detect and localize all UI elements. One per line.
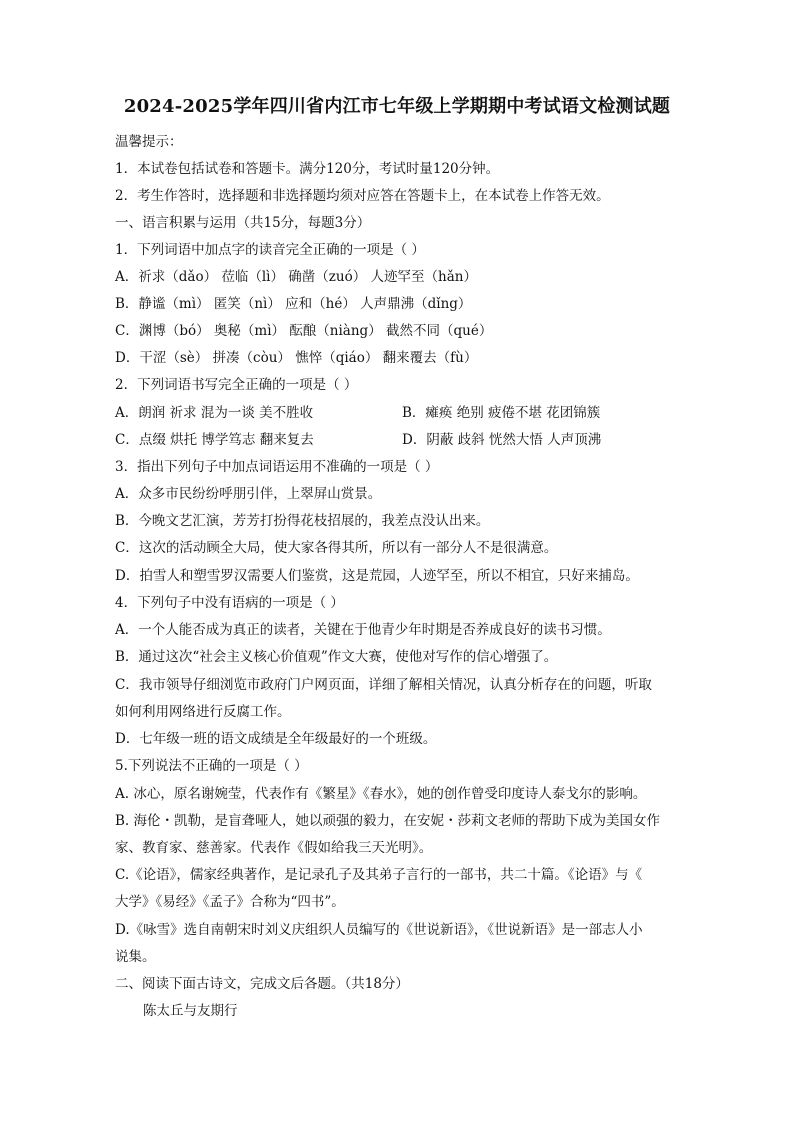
tips-label: 温馨提示： bbox=[115, 134, 183, 150]
question-stem: 4．下列句子中没有语病的一项是（ ） bbox=[115, 595, 344, 611]
section-heading: 二、阅读下面古诗文，完成文后各题。（共18分） bbox=[115, 976, 409, 992]
answer-option: D.《咏雪》选自南朝宋时刘义庆组织人员编写的《世说新语》，《世说新语》是一部志人小 bbox=[115, 922, 643, 938]
answer-option-continued: 家、教育家、慈善家。代表作《假如给我三天光明》。 bbox=[115, 840, 433, 856]
answer-option: B．瘫痪 绝别 疲倦不堪 花团锦簇 bbox=[402, 405, 601, 421]
tip-item: 1．本试卷包括试卷和答题卡。满分120分，考试时量120分钟。 bbox=[115, 161, 500, 177]
answer-option: B．今晚文艺汇演，芳芳打扮得花枝招展的，我差点没认出来。 bbox=[115, 513, 490, 529]
answer-option: B．通过这次“社会主义核心价值观”作文大赛，使他对写作的信心增强了。 bbox=[115, 649, 558, 665]
answer-option: A．一个人能否成为真正的读者，关键在于他青少年时期是否养成良好的读书习惯。 bbox=[115, 622, 611, 638]
answer-option-continued: 如何利用网络进行反腐工作。 bbox=[115, 704, 291, 720]
answer-option: C．渊博（bó） 奥秘（mì） 酝酿（niàng） 截然不同（qué） bbox=[115, 323, 493, 339]
question-stem: 2．下列词语书写完全正确的一项是（ ） bbox=[115, 377, 358, 393]
answer-option: C．这次的活动顾全大局，使大家各得其所，所以有一部分人不是很满意。 bbox=[115, 540, 558, 556]
answer-option: D．拍雪人和塑雪罗汉需要人们鉴赏，这是荒园，人迹罕至，所以不相宜，只好来捕岛。 bbox=[115, 568, 639, 584]
answer-option: C．点缀 烘托 博学笃志 翻来复去 bbox=[115, 432, 314, 448]
tip-item: 2．考生作答时，选择题和非选择题均须对应答在答题卡上，在本试卷上作答无效。 bbox=[115, 188, 610, 204]
question-stem: 3．指出下列句子中加点词语运用不准确的一项是（ ） bbox=[115, 459, 439, 475]
answer-option: C.《论语》，儒家经典著作，是记录孔子及其弟子言行的一部书，共二十篇。《论语》与《 bbox=[115, 867, 643, 883]
answer-option: A．祈求（dǎo） 莅临（lì） 确凿（zuó） 人迹罕至（hǎn） bbox=[115, 269, 477, 285]
answer-option: D．七年级一班的语文成绩是全年级最好的一个班级。 bbox=[115, 731, 437, 747]
page-title: 2024-2025学年四川省内江市七年级上学期期中考试语文检测试题 bbox=[123, 96, 671, 117]
answer-option: B．静谧（mì） 匿笑（nì） 应和（hé） 人声鼎沸（dǐng） bbox=[115, 296, 472, 312]
answer-option-continued: 说集。 bbox=[115, 949, 156, 965]
question-stem: 1．下列词语中加点字的读音完全正确的一项是（ ） bbox=[115, 242, 425, 258]
answer-option: A．朗润 祈求 混为一谈 美不胜收 bbox=[115, 405, 314, 421]
section-heading: 一、语言积累与运用（共15分，每题3分） bbox=[115, 215, 371, 231]
answer-option: A．众多市民纷纷呼朋引伴，上翠屏山赏景。 bbox=[115, 486, 382, 502]
answer-option: A. 冰心，原名谢婉莹，代表作有《繁星》《春水》，她的创作曾受印度诗人泰戈尔的影响。 bbox=[115, 786, 647, 802]
answer-option: B. 海伦・凯勒，是盲聋哑人，她以顽强的毅力，在安妮・莎莉文老师的帮助下成为美国女作 bbox=[115, 813, 661, 829]
answer-option: C．我市领导仔细浏览市政府门户网页面，详细了解相关情况，认真分析存在的问题，听取 bbox=[115, 677, 652, 693]
answer-option-continued: 大学》《易经》《孟子》合称为“四书”。 bbox=[115, 894, 345, 910]
question-stem: 5.下列说法不正确的一项是（ ） bbox=[115, 758, 308, 774]
answer-option: D．干涩（sè） 拼凑（còu） 憔悴（qiáo） 翻来覆去（fù） bbox=[115, 350, 478, 366]
passage-title: 陈太丘与友期行 bbox=[143, 1003, 238, 1019]
answer-option: D．阴蔽 歧斜 恍然大悟 人声顶沸 bbox=[402, 432, 602, 448]
